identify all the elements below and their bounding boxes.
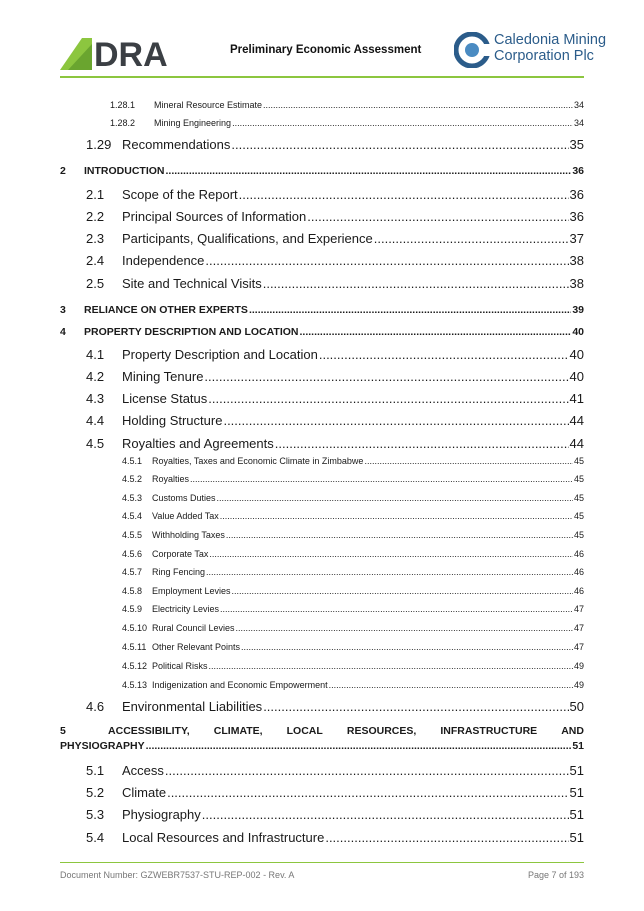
toc-entry-page: 40 [572,326,584,338]
toc-entry-page: 47 [573,604,584,614]
toc-entry-page: 35 [569,137,584,152]
toc-dot-leader [204,369,568,384]
toc-entry-number: 4.3 [86,391,105,406]
toc-entry-title: Participants, Qualifications, and Experience [122,231,373,246]
toc-entry[interactable] [122,549,584,559]
toc-entry[interactable] [86,209,584,224]
caledonia-emblem-icon [454,32,490,68]
toc-dot-leader [205,253,568,268]
toc-entry-number: 4.5.7 [122,567,143,577]
toc-entry-number: 5.2 [86,785,105,800]
toc-dot-leader [263,276,569,291]
toc-entry-title: Indigenization and Economic Empowerment [152,680,328,690]
toc-entry[interactable] [60,304,584,316]
toc-entry-title: Site and Technical Visits [122,276,262,291]
toc-dot-leader [263,100,573,110]
toc-entry-number: 4.6 [86,699,105,714]
toc-entry[interactable] [122,493,584,503]
page-number: Page 7 of 193 [527,870,584,880]
toc-entry-number: 5.4 [86,830,105,845]
header-rule [60,76,584,78]
toc-entry-page: 38 [569,276,584,291]
toc-entry-title-word: ACCESSIBILITY, [108,725,190,737]
toc-entry-title: Local Resources and Infrastructure [122,830,325,845]
toc-entry-number: 4.1 [86,347,105,362]
toc-entry-page: 46 [573,567,584,577]
toc-entry-page: 40 [569,347,584,362]
toc-entry-title: Mining Tenure [122,369,204,384]
toc-dot-leader [165,763,569,778]
toc-entry-title: Physiography [122,807,201,822]
toc-dot-leader [374,231,569,246]
dra-logo-text: DRA [94,36,168,70]
toc-entry-title: Recommendations [122,137,231,152]
toc-entry-page: 51 [569,807,584,822]
toc-entry-number: 4.5.11 [122,642,147,652]
caledonia-logo-line2: Corporation Plc [494,48,594,64]
toc-entry-title: Royalties [152,474,190,484]
toc-entry[interactable] [86,137,584,152]
toc-dot-leader [232,586,573,596]
toc-entry-title: INTRODUCTION [84,165,165,177]
toc-entry-title: PROPERTY DESCRIPTION AND LOCATION [84,326,299,338]
toc-entry-title: Rural Council Levies [152,623,235,633]
toc-entry-number: 4 [60,326,66,338]
toc-entry[interactable] [86,413,584,428]
toc-entry[interactable] [86,253,584,268]
toc-entry[interactable] [122,474,584,484]
toc-entry-5-line2[interactable] [60,740,584,752]
toc-dot-leader [146,740,572,752]
toc-dot-leader [190,474,573,484]
toc-entry-number: 4.5.1 [122,456,143,466]
dra-logo [60,34,198,70]
toc-dot-leader [325,830,568,845]
footer-rule [60,862,584,863]
toc-entry-number: 1.28.2 [110,118,136,128]
toc-entry-page: 45 [573,511,584,521]
toc-entry-number: 4.5.12 [122,661,148,671]
toc-entry[interactable] [122,530,584,540]
toc-entry-page: 45 [573,530,584,540]
toc-entry-page: 36 [572,165,584,177]
toc-entry-number: 4.5.10 [122,623,148,633]
toc-entry-title: Corporate Tax [152,549,209,559]
toc-dot-leader [249,304,571,316]
page-header [0,0,644,80]
toc-entry-page: 51 [572,740,584,752]
toc-entry-page: 40 [569,369,584,384]
toc-entry[interactable] [122,586,584,596]
toc-entry-number: 4.5.9 [122,604,143,614]
toc-entry-page: 51 [569,785,584,800]
toc-entry-number: 5.1 [86,763,105,778]
toc-entry-number: 4.2 [86,369,105,384]
toc-entry[interactable] [110,118,584,128]
toc-entry-page: 45 [573,493,584,503]
toc-dot-leader [206,567,573,577]
toc-entry-title: Mining Engineering [154,118,232,128]
toc-entry-title-word: CLIMATE, [213,725,263,737]
toc-entry-page: 46 [573,549,584,559]
toc-dot-leader [364,456,573,466]
toc-entry-title: Other Relevant Points [152,642,241,652]
toc-entry-number: 4.5.5 [122,530,143,540]
toc-entry-number: 2.3 [86,231,105,246]
toc-entry-title-word: RESOURCES, [346,725,417,737]
toc-entry-title: Royalties, Taxes and Economic Climate in Zimbabwe [152,456,364,466]
toc-entry-page: 46 [573,586,584,596]
toc-entry[interactable] [86,391,584,406]
toc-entry-page: 34 [573,118,584,128]
toc-entry[interactable] [86,699,584,714]
toc-entry-title: Access [122,763,164,778]
toc-entry-page: 49 [573,661,584,671]
toc-entry-title: Royalties and Agreements [122,436,274,451]
toc-dot-leader [319,347,569,362]
toc-entry-title: Employment Levies [152,586,231,596]
toc-entry-number: 4.5.6 [122,549,143,559]
toc-entry-page: 36 [569,209,584,224]
toc-entry-number: 4.5.3 [122,493,143,503]
toc-entry[interactable] [60,326,584,338]
toc-entry-page: 34 [573,100,584,110]
toc-entry-title: Holding Structure [122,413,223,428]
toc-entry-page: 45 [573,474,584,484]
toc-entry-title: Political Risks [152,661,208,671]
toc-dot-leader [231,137,568,152]
toc-entry[interactable] [122,567,584,577]
toc-entry[interactable] [60,165,584,177]
toc-entry-number: 4.5.2 [122,474,143,484]
toc-entry-title: RELIANCE ON OTHER EXPERTS [84,304,248,316]
toc-entry[interactable] [86,436,584,451]
toc-entry[interactable] [86,187,584,202]
toc-entry-title: Ring Fencing [152,567,206,577]
toc-entry-title-word: INFRASTRUCTURE [440,725,538,737]
toc-entry-number: 5 [60,725,66,737]
toc-entry[interactable] [122,642,584,652]
toc-entry[interactable] [110,100,584,110]
toc-entry-page: 49 [573,680,584,690]
toc-entry-number: 2.1 [86,187,105,202]
toc-entry-title-word: LOCAL [286,725,323,737]
toc-entry[interactable] [86,231,584,246]
toc-entry-page: 51 [569,763,584,778]
toc-entry-title: Property Description and Location [122,347,318,362]
toc-entry-title: Withholding Taxes [152,530,225,540]
toc-dot-leader [239,187,569,202]
toc-entry-title: PHYSIOGRAPHY [60,740,145,752]
toc-dot-leader [166,165,572,177]
toc-dot-leader [220,604,573,614]
toc-entry-page: 51 [569,830,584,845]
toc-entry[interactable] [86,830,584,845]
toc-entry[interactable] [122,511,584,521]
toc-entry-number: 2 [60,165,66,177]
toc-entry[interactable] [122,456,584,466]
toc-entry-number: 1.28.1 [110,100,136,110]
toc-entry-number: 4.5.13 [122,680,148,690]
toc-dot-leader [220,511,573,521]
toc-entry[interactable] [86,807,584,822]
toc-dot-leader [329,680,573,690]
toc-entry-page: 44 [569,436,584,451]
toc-entry-page: 44 [569,413,584,428]
toc-entry-number: 4.5.8 [122,586,143,596]
toc-dot-leader [236,623,573,633]
toc-entry-title: Principal Sources of Information [122,209,307,224]
toc-entry-page: 37 [569,231,584,246]
toc-dot-leader [300,326,572,338]
toc-dot-leader [226,530,573,540]
toc-entry-number: 4.5.4 [122,511,143,521]
toc-entry-page: 38 [569,253,584,268]
toc-entry[interactable] [86,369,584,384]
toc-entry-title: Climate [122,785,167,800]
document-number: Document Number: GZWEBR7537-STU-REP-002 - Rev. A [60,870,295,880]
toc-entry-title: Scope of the Report [122,187,238,202]
toc-entry-5-line1[interactable] [60,725,584,737]
toc-entry-number: 4.4 [86,413,105,428]
toc-entry-title: Independence [122,253,205,268]
toc-dot-leader [208,391,568,406]
toc-dot-leader [275,436,569,451]
toc-entry-page: 36 [569,187,584,202]
caledonia-logo-line1: Caledonia Mining [494,32,607,48]
header-title: Preliminary Economic Assessment [230,44,422,56]
toc-entry-number: 2.5 [86,276,105,291]
toc-dot-leader [241,642,573,652]
toc-dot-leader [209,549,573,559]
toc-entry-page: 39 [572,304,584,316]
toc-dot-leader [223,413,568,428]
toc-entry-number: 5.3 [86,807,105,822]
toc-entry-page: 41 [569,391,584,406]
toc-entry-title: License Status [122,391,208,406]
toc-entry-page: 47 [573,642,584,652]
toc-entry[interactable] [86,276,584,291]
toc-entry[interactable] [122,604,584,614]
toc-dot-leader [263,699,568,714]
toc-entry-number: 1.29 [86,137,112,152]
toc-entry-title: Mineral Resource Estimate [154,100,263,110]
toc-entry-number: 2.4 [86,253,105,268]
toc-dot-leader [217,493,573,503]
toc-entry-title: Environmental Liabilities [122,699,263,714]
toc-entry[interactable] [86,347,584,362]
toc-entry-title: Customs Duties [152,493,216,503]
caledonia-logo [454,30,624,70]
toc-entry-page: 50 [569,699,584,714]
toc-entry[interactable] [122,680,584,690]
toc-dot-leader [307,209,568,224]
toc-dot-leader [167,785,568,800]
toc-dot-leader [232,118,573,128]
toc-entry-page: 47 [573,623,584,633]
toc-entry-number: 2.2 [86,209,105,224]
toc-dot-leader [209,661,573,671]
toc-dot-leader [202,807,569,822]
toc-entry[interactable] [122,623,584,633]
toc-entry-number: 4.5 [86,436,105,451]
toc-entry-title: Value Added Tax [152,511,219,521]
toc-entry[interactable] [86,763,584,778]
toc-entry-page: 45 [573,456,584,466]
toc-entry[interactable] [122,661,584,671]
toc-entry-title-word: AND [561,725,584,737]
toc-entry[interactable] [86,785,584,800]
toc-entry-number: 3 [60,304,66,316]
toc-entry-title: Electricity Levies [152,604,220,614]
